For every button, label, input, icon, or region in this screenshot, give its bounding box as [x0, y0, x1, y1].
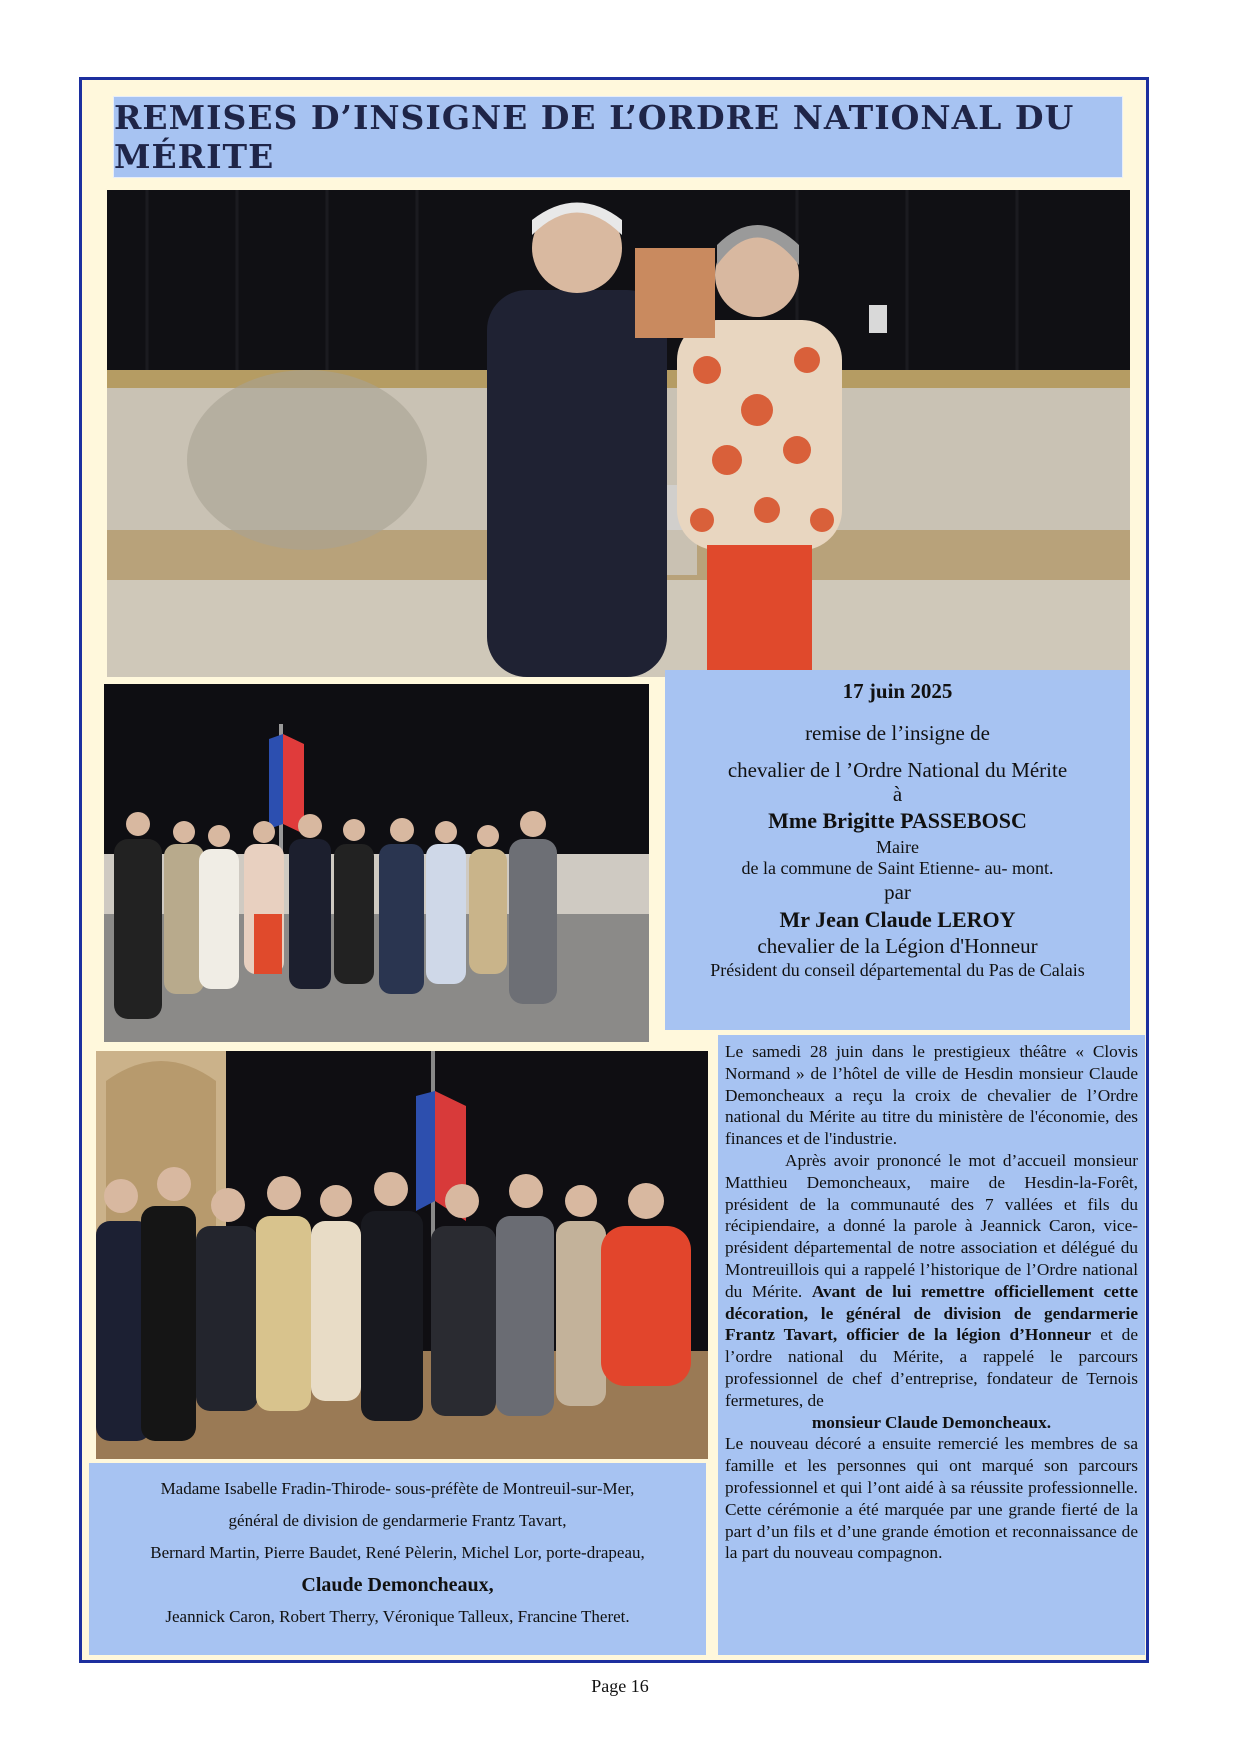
info-line-2: chevalier de l ’Ordre National du Mérite [727, 758, 1068, 782]
article-paragraph-1: Le samedi 28 juin dans le prestigieux théâtre « Clovis Normand » de l’hôtel de ville de Hesdin monsieur Claude Demoncheaux a reçu la croix de chevalier de l’Ordre national du Mérite au titre du ministère de l'économie, des finances et de l'industrie. [725, 1042, 1138, 1149]
photo-hesdin-group [96, 1051, 708, 1459]
article-p2-name: monsieur Claude Demoncheaux. [811, 1412, 1052, 1432]
recipient-name: Mme Brigitte PASSEBOSC [768, 808, 1027, 833]
caption-line-4: Jeannick Caron, Robert Therry, Véronique Talleux, Francine Theret. [165, 1607, 630, 1626]
photo-medal-ceremony [107, 190, 1130, 677]
caption-line-1: Madame Isabelle Fradin-Thirode- sous-préfète de Montreuil-sur-Mer, [160, 1479, 635, 1498]
presenter-title: chevalier de la Légion d'Honneur [757, 934, 1038, 958]
info-by: par [884, 880, 911, 904]
recipient-commune: de la commune de Saint Etienne- au- mont. [741, 858, 1054, 878]
event-date: 17 juin 2025 [842, 679, 953, 703]
article-paragraph-3: Le nouveau décoré a ensuite remercié les membres de sa famille et les personnes qui ont marqué son parcours professionnel et qui l’ont aidé à sa réussite professionnelle. Cette cérémonie a été marquée par une grande fierté de la part d’un fils et d’une grande émotion et reconnaissance de la part du nouveau compagnon. [725, 1434, 1138, 1563]
caption-line-2: général de division de gendarmerie Frantz Tavart, [228, 1511, 567, 1530]
page-title: REMISES D’INSIGNE DE L’ORDRE NATIONAL DU MÉRITE [114, 98, 1075, 176]
article-p2-bold: Avant de lui remettre officiellement cette décoration, le général de division de gendarmerie Frantz Tavart, officier de la légion d’Honneur [725, 1281, 1138, 1345]
title-banner [113, 96, 1123, 178]
recipient-title: Maire [876, 837, 919, 857]
presenter-role: Président du conseil départemental du Pas de Calais [710, 960, 1085, 980]
photo-group-stage [104, 684, 649, 1042]
page-number: Page 16 [591, 1676, 649, 1696]
caption-line-3: Bernard Martin, Pierre Baudet, René Pèlerin, Michel Lor, porte-drapeau, [150, 1543, 645, 1562]
info-line-3: à [892, 782, 903, 806]
caption-honoree: Claude Demoncheaux, [301, 1574, 494, 1596]
article-p2-end: et de l’ordre national du Mérite, a rappelé le parcours professionnel de chef d’entreprise, fondateur de Ternois fermetures, de [725, 1325, 1138, 1410]
event-info-panel [665, 670, 1130, 1030]
article-p2-start: Après avoir prononcé le mot d’accueil monsieur Matthieu Demoncheaux, maire de Hesdin-la-Forêt, président de la communauté des 7 vallées et fils du récipiendaire, a donné la parole à Jeannick Caron, vice-président départemental de notre association et délégué du Montreuillois qui a rappelé l’historique de l’Ordre national du Mérite. [725, 1150, 1138, 1301]
article-paragraph-2 [725, 1150, 1138, 1412]
presenter-name: Mr Jean Claude LEROY [779, 907, 1016, 932]
photo-caption-panel [89, 1463, 706, 1655]
info-line-1: remise de l’insigne de [805, 721, 990, 745]
article-text [718, 1035, 1145, 1655]
